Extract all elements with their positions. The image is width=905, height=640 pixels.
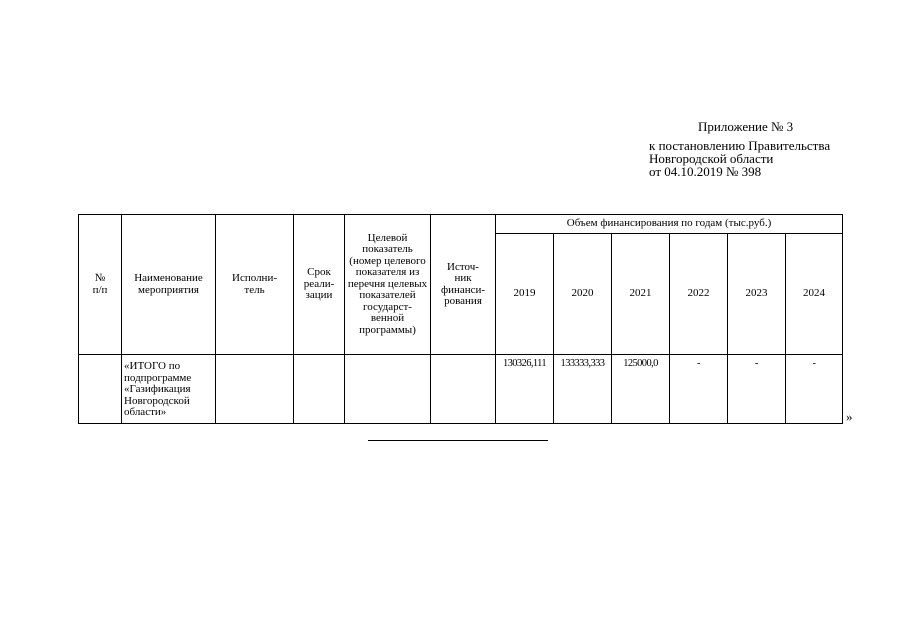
appendix-line-1: к постановлению Правительства [649, 138, 831, 153]
cell-target [345, 355, 431, 424]
cell-value-2020: 133333,333 [554, 355, 612, 424]
cell-value-2019: 130326,111 [496, 355, 554, 424]
appendix-line-2: Новгородской области [649, 151, 774, 166]
header-num: № п/п [79, 215, 122, 355]
header-year-2022: 2022 [670, 234, 728, 355]
header-target-indicator: Целевой показатель (номер целевого показателя из перечня целевых показателей государст-венной программы) [345, 215, 431, 355]
header-year-2024: 2024 [786, 234, 843, 355]
header-name: Наименование мероприятия [122, 215, 216, 355]
appendix-title: Приложение № 3 [698, 119, 794, 134]
cell-term [294, 355, 345, 424]
header-year-2019: 2019 [496, 234, 554, 355]
header-year-2021: 2021 [612, 234, 670, 355]
header-funding-source: Источ- ник финанси- рования [431, 215, 496, 355]
header-executor: Исполни- тель [216, 215, 294, 355]
cell-name: «ИТОГО по подпрограмме «Газификация Новгородской области» [122, 355, 216, 424]
cell-num [79, 355, 122, 424]
closing-quote: » [846, 409, 853, 424]
header-year-2023: 2023 [728, 234, 786, 355]
header-funding-by-year: Объем финансирования по годам (тыс.руб.) [496, 215, 843, 234]
cell-executor [216, 355, 294, 424]
appendix-block [649, 120, 889, 178]
appendix-line-3: от 04.10.2019 № 398 [649, 164, 762, 179]
cell-value-2023: - [728, 355, 786, 424]
header-year-2020: 2020 [554, 234, 612, 355]
cell-value-2024: - [786, 355, 843, 424]
funding-table [78, 214, 843, 424]
cell-value-2022: - [670, 355, 728, 424]
separator-line [368, 440, 548, 441]
cell-source [431, 355, 496, 424]
cell-value-2021: 125000,0 [612, 355, 670, 424]
header-term: Срок реали- зации [294, 215, 345, 355]
table-row [79, 355, 843, 424]
